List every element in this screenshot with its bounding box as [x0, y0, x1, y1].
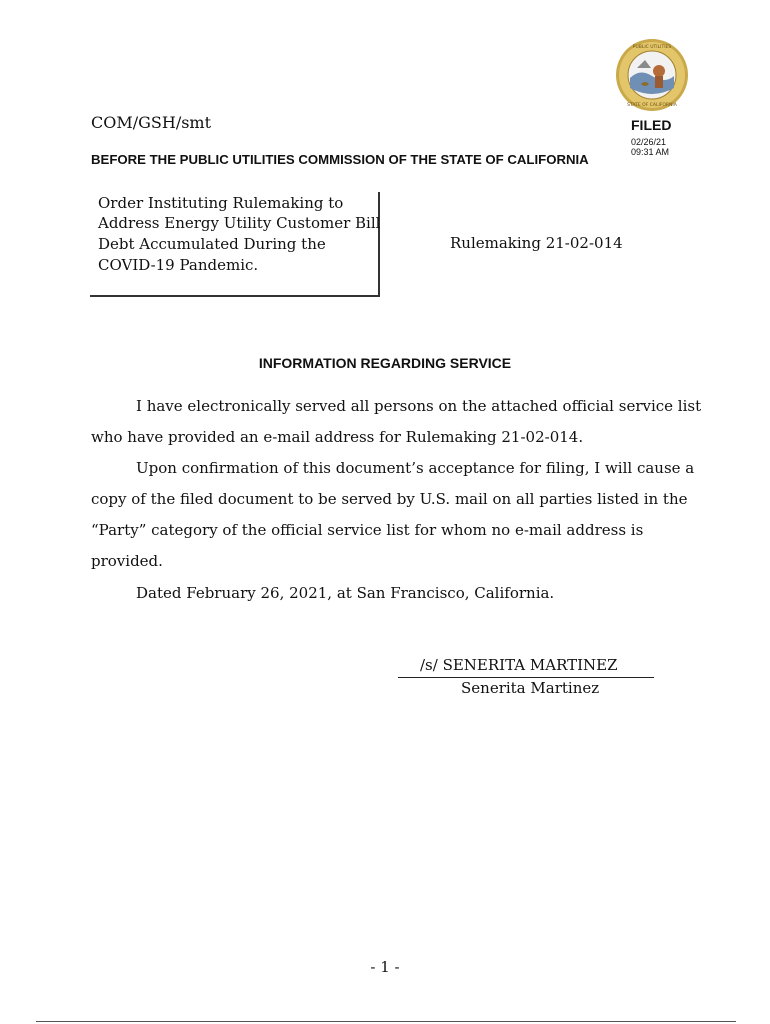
body-line: provided.: [91, 552, 163, 570]
caption-line: COVID-19 Pandemic.: [98, 256, 259, 274]
signer-name: Senerita Martinez: [461, 679, 600, 697]
svg-text:STATE OF CALIFORNIA: STATE OF CALIFORNIA: [627, 103, 677, 108]
section-title: INFORMATION REGARDING SERVICE: [258, 355, 512, 371]
body-line: copy of the filed document to be served by U.S. mail on all parties listed in the: [91, 490, 688, 508]
footer-rule: [36, 1021, 736, 1022]
filed-time: 09:31 AM: [631, 147, 670, 157]
court-heading: BEFORE THE PUBLIC UTILITIES COMMISSION OF THE STATE OF CALIFORNIA: [91, 152, 589, 167]
dated-line: Dated February 26, 2021, at San Francisco, California.: [136, 584, 555, 602]
caption-line: Address Energy Utility Customer Bill: [98, 214, 381, 232]
state-seal-icon: [615, 38, 689, 112]
body-line: I have electronically served all persons on the attached official service list: [136, 397, 702, 415]
body-line: who have provided an e-mail address for Rulemaking 21-02-014.: [91, 428, 584, 446]
page-number: - 1 -: [370, 958, 400, 976]
signature-slash: /s/ SENERITA MARTINEZ: [420, 656, 618, 674]
svg-text:PUBLIC UTILITIES: PUBLIC UTILITIES: [632, 45, 672, 50]
docket-number: Rulemaking 21-02-014: [450, 234, 623, 252]
filed-stamp-label: FILED: [631, 117, 672, 133]
signature-line: [398, 677, 654, 678]
caption-line: Order Instituting Rulemaking to: [98, 194, 344, 212]
caption-line: Debt Accumulated During the: [98, 235, 326, 253]
filed-date: 02/26/21: [631, 137, 667, 147]
body-line: Upon confirmation of this document’s acceptance for filing, I will cause a: [136, 459, 695, 477]
document-id: COM/GSH/smt: [91, 113, 212, 132]
body-line: “Party” category of the official service list for whom no e-mail address is: [91, 521, 644, 539]
